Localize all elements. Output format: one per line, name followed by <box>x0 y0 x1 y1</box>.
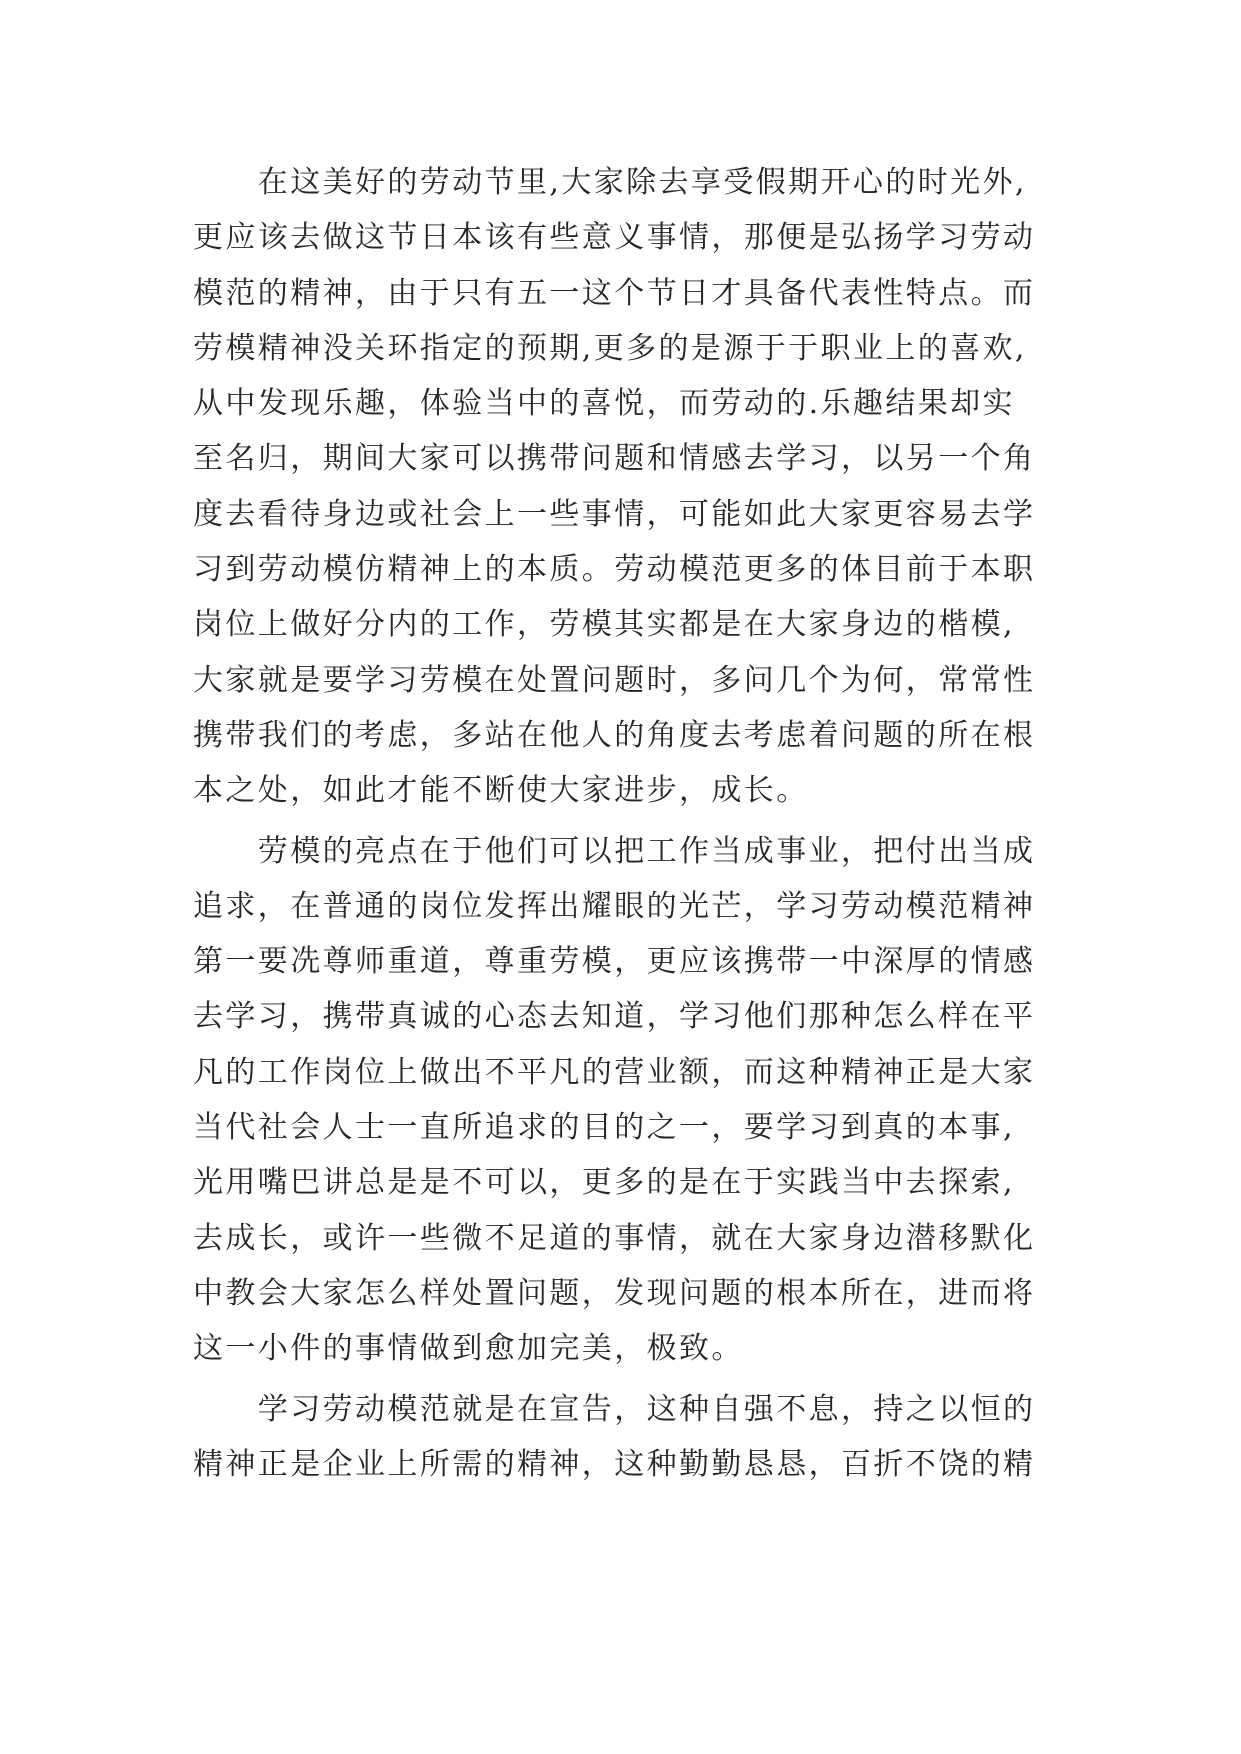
text-line: 携带我们的考虑，多站在他人的角度去考虑着问题的所在根 <box>193 717 1036 753</box>
text-line: 去学习，携带真诚的心态去知道，学习他们那种怎么样在平 <box>193 999 1036 1035</box>
body-text <box>193 155 1073 1492</box>
paragraph-1 <box>193 155 1073 819</box>
text-line: 当代社会人士一直所追求的目的之一，要学习到真的本事, <box>193 1110 1015 1146</box>
text-line: 追求，在普通的岗位发挥出耀眼的光芒，学习劳动模范精神 <box>193 888 1036 924</box>
text-line: 在这美好的劳动节里,大家除去享受假期开心的时光外, <box>193 165 1027 200</box>
text-line: 凡的工作岗位上做出不平凡的营业额，而这种精神正是大家 <box>193 1054 1036 1090</box>
text-line: 模范的精神，由于只有五一这个节日才具备代表性特点。而 <box>193 275 1036 311</box>
paragraph-3 <box>193 1382 1073 1493</box>
text-line: 光用嘴巴讲总是是不可以，更多的是在于实践当中去探索, <box>193 1165 1015 1201</box>
text-line: 第一要冼尊师重道，尊重劳模，更应该携带一中深厚的情感 <box>193 944 1036 980</box>
text-line: 这一小件的事情做到愈加完美，极致。 <box>193 1331 744 1367</box>
text-line: 去成长，或许一些微不足道的事情，就在大家身边潜移默化 <box>193 1220 1036 1256</box>
text-line: 大家就是要学习劳模在处置问题时，多问几个为何，常常性 <box>193 662 1036 698</box>
paragraph-2 <box>193 824 1073 1377</box>
text-line: 更应该去做这节日本该有些意义事情，那便是弘扬学习劳动 <box>193 220 1036 256</box>
text-line: 学习劳动模范就是在宣告，这种自强不息，持之以恒的 <box>193 1391 1036 1427</box>
text-line: 至名归，期间大家可以携带问题和情感去学习，以另一个角 <box>193 441 1036 477</box>
text-line: 从中发现乐趣，体验当中的喜悦，而劳动的.乐趣结果却实 <box>193 386 1015 422</box>
text-line: 岗位上做好分内的工作，劳模其实都是在大家身边的楷模, <box>193 607 1015 643</box>
text-line: 精神正是企业上所需的精神，这种勤勤恳恳，百折不饶的精 <box>193 1446 1036 1482</box>
text-line: 习到劳动模仿精神上的本质。劳动模范更多的体目前于本职 <box>193 552 1036 588</box>
text-line: 劳模精神没关环指定的预期,更多的是源于于职业上的喜欢, <box>193 330 1027 366</box>
text-line: 度去看待身边或社会上一些事情，可能如此大家更容易去学 <box>193 496 1036 532</box>
text-line: 本之处，如此才能不断使大家进步，成长。 <box>193 773 809 809</box>
text-line: 劳模的亮点在于他们可以把工作当成事业，把付出当成 <box>193 833 1036 869</box>
text-line: 中教会大家怎么样处置问题，发现问题的根本所在，进而将 <box>193 1275 1036 1311</box>
